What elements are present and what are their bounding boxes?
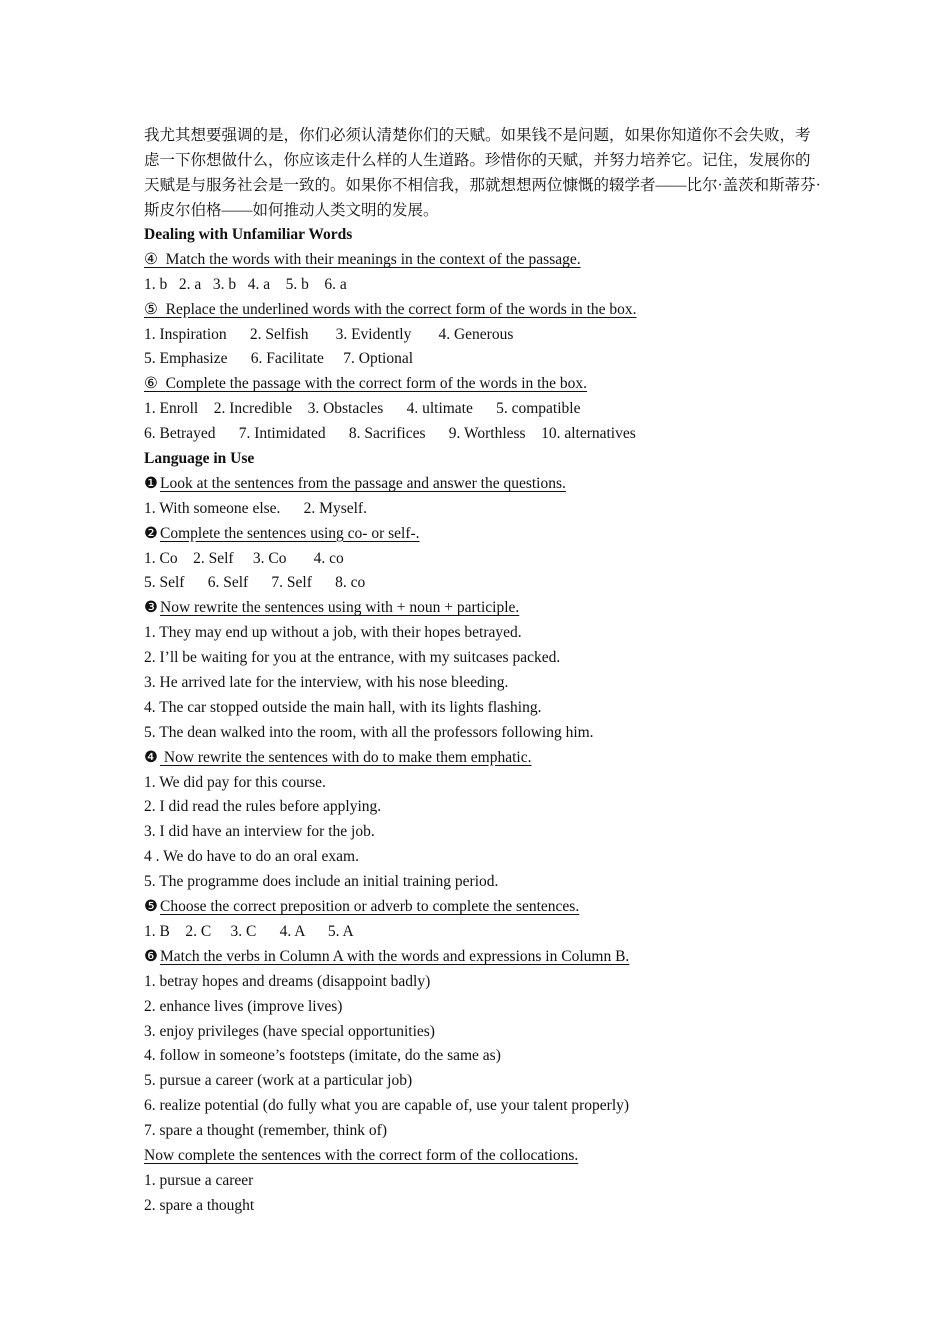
liu-exercise-3-answer-1: 1. They may end up without a job, with their hopes betrayed. — [144, 624, 522, 642]
liu-exercise-3-marker: ❸ — [144, 599, 158, 617]
liu-exercise-5-answers: 1. B 2. C 3. C 4. A 5. A — [144, 922, 354, 940]
section-heading-unfamiliar-words: Dealing with Unfamiliar Words — [144, 226, 353, 243]
liu-exercise-3-instruction-text: Now rewrite the sentences using with + noun + participle. — [160, 599, 520, 617]
liu-exercise-4-answer-5: 5. The programme does include an initial training period. — [144, 873, 499, 891]
liu-exercise-1-answers: 1. With someone else. 2. Myself. — [144, 499, 367, 517]
liu-exercise-4-answer-2: 2. I did read the rules before applying. — [144, 798, 382, 816]
liu-exercise-6-answer-6: 6. realize potential (do fully what you are capable of, use your talent properly) — [144, 1097, 630, 1115]
collocations-instruction: Now complete the sentences with the correct form of the collocations. — [144, 1146, 579, 1164]
collocations-answer-2: 2. spare a thought — [144, 1196, 255, 1214]
liu-exercise-6-instruction-text: Match the verbs in Column A with the words and expressions in Column B. — [160, 947, 630, 965]
exercise-5-answers-line-1: 1. Inspiration 2. Selfish 3. Evidently 4. Generous — [144, 325, 514, 343]
exercise-4-instruction — [144, 248, 824, 273]
liu-exercise-3-answer-3: 3. He arrived late for the interview, with his nose bleeding. — [144, 674, 509, 692]
liu-exercise-5-marker: ❺ — [144, 898, 158, 916]
document-page — [144, 123, 824, 1219]
section-heading-language-in-use: Language in Use — [144, 450, 255, 468]
liu-exercise-4-instruction — [144, 746, 824, 771]
liu-exercise-5-instruction-text: Choose the correct preposition or adverb to complete the sentences. — [160, 898, 580, 916]
liu-exercise-6-answer-3: 3. enjoy privileges (have special opportunities) — [144, 1022, 435, 1040]
liu-exercise-1-instruction — [144, 472, 824, 497]
exercise-6-answers-line-1: 1. Enroll 2. Incredible 3. Obstacles 4. ultimate 5. compatible — [144, 400, 581, 418]
liu-exercise-3-answer-4: 4. The car stopped outside the main hall, with its lights flashing. — [144, 698, 542, 716]
liu-exercise-1-instruction-text: Look at the sentences from the passage and answer the questions. — [160, 474, 566, 492]
liu-exercise-2-answers-line-2: 5. Self 6. Self 7. Self 8. co — [144, 574, 366, 592]
liu-exercise-4-answer-1: 1. We did pay for this course. — [144, 773, 326, 791]
liu-exercise-6-marker: ❻ — [144, 947, 158, 965]
exercise-5-instruction — [144, 298, 824, 323]
liu-exercise-4-marker: ❹ — [144, 748, 158, 766]
liu-exercise-6-answer-5: 5. pursue a career (work at a particular job) — [144, 1072, 413, 1090]
liu-exercise-6-answer-7: 7. spare a thought (remember, think of) — [144, 1122, 387, 1140]
liu-exercise-5-instruction — [144, 895, 824, 920]
liu-exercise-3-answer-2: 2. I’ll be waiting for you at the entrance, with my suitcases packed. — [144, 649, 561, 667]
liu-exercise-2-instruction — [144, 522, 824, 547]
liu-exercise-4-answer-3: 3. I did have an interview for the job. — [144, 823, 375, 841]
liu-exercise-6-answer-1: 1. betray hopes and dreams (disappoint badly) — [144, 972, 431, 990]
exercise-6-marker: ⑥ — [144, 375, 158, 393]
exercise-6-answers-line-2: 6. Betrayed 7. Intimidated 8. Sacrifices 9. Worthless 10. alternatives — [144, 425, 636, 443]
liu-exercise-3-answer-5: 5. The dean walked into the room, with all the professors following him. — [144, 723, 594, 741]
liu-exercise-4-answer-4: 4 . We do have to do an oral exam. — [144, 848, 359, 866]
liu-exercise-1-marker: ❶ — [144, 474, 158, 492]
liu-exercise-6-answer-4: 4. follow in someone’s footsteps (imitate, do the same as) — [144, 1047, 501, 1065]
liu-exercise-6-instruction — [144, 945, 824, 970]
liu-exercise-2-instruction-text: Complete the sentences using co- or self-. — [160, 524, 420, 542]
exercise-5-marker: ⑤ — [144, 300, 158, 318]
liu-exercise-4-instruction-text: Now rewrite the sentences with do to make them emphatic. — [163, 748, 532, 766]
liu-exercise-3-instruction — [144, 596, 824, 621]
intro-paragraph: 我尤其想要强调的是，你们必须认清楚你们的天赋。如果钱不是问题，如果你知道你不会失败，考虑一下你想做什么，你应该走什么样的人生道路。珍惜你的天赋，并努力培养它。记住，发展你的天赋是与服务社会是一致的。如果你不相信我，那就想想两位慷慨的辍学者——比尔·盖茨和斯蒂芬·斯皮尔伯格——如何推动人类文明的发展。 — [144, 127, 821, 219]
exercise-6-instruction — [144, 372, 824, 397]
exercise-4-instruction-text: Match the words with their meanings in the context of the passage. — [165, 250, 581, 268]
liu-exercise-2-marker: ❷ — [144, 524, 158, 542]
collocations-answer-1: 1. pursue a career — [144, 1171, 254, 1189]
exercise-4-marker: ④ — [144, 250, 158, 268]
exercise-6-instruction-text: Complete the passage with the correct form of the words in the box. — [165, 375, 588, 393]
exercise-5-instruction-text: Replace the underlined words with the correct form of the words in the box. — [165, 300, 637, 318]
exercise-5-answers-line-2: 5. Emphasize 6. Facilitate 7. Optional — [144, 350, 414, 368]
liu-exercise-2-answers-line-1: 1. Co 2. Self 3. Co 4. co — [144, 549, 344, 567]
liu-exercise-6-answer-2: 2. enhance lives (improve lives) — [144, 997, 343, 1015]
exercise-4-answers: 1. b 2. a 3. b 4. a 5. b 6. a — [144, 275, 347, 293]
